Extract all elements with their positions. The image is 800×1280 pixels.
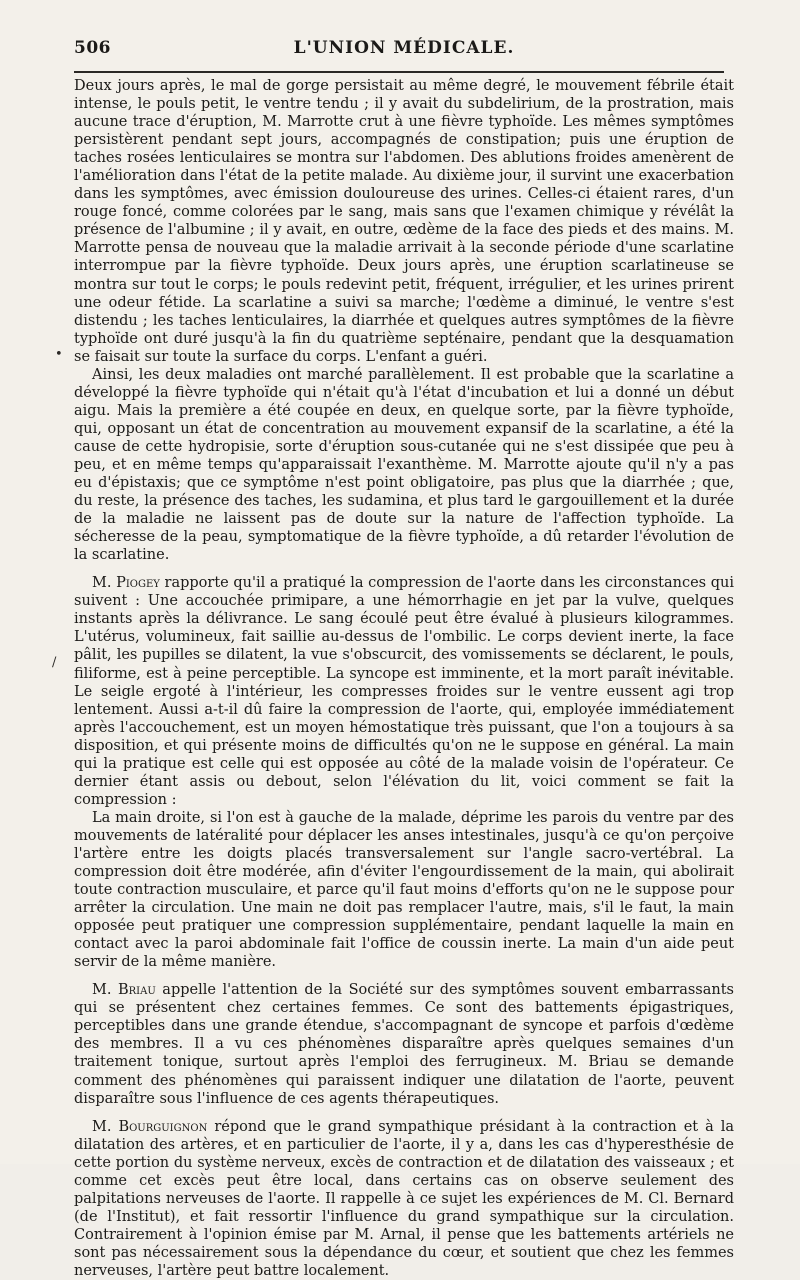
- margin-mark-dot: •: [55, 347, 63, 362]
- speaker-name: Piogey: [116, 575, 160, 592]
- paragraph-briau: [74, 981, 734, 1107]
- paragraph-text: Deux jours après, le mal de gorge persistait au même degré, le mouvement fébrile était intense, le pouls petit, le ventre tendu ; il y avait du subdelirium, de la prostration, mais aucune trace d'éruption, M. Marrotte crut à une fièvre typhoïde. Les mêmes symptômes persistèrent pendant sept jours, accompagnés de constipation; puis une éruption de taches rosées lenticulaires se montra sur l'abdomen. Des ablutions froides amenèrent de l'amélioration dans l'état de la petite malade. Au dixième jour, il survint une exacerbation dans les symptômes, avec émission douloureuse des urines. Celles-ci étaient rares, d'un rouge foncé, comme colorées par le sang, mais sans que l'examen chimique y révélât la présence de l'albumine ; il y avait, en outre, œdème de la face des pieds et des mains. M. Marrotte pensa de nouveau que la maladie arrivait à la seconde période d'une scarlatine interrompue par la fièvre typhoïde. Deux jours après, une éruption scarlatineuse se montra sur tout le corps; le pouls redevint petit, fréquent, irrégulier, et les urines prirent une odeur fétide. La scarlatine a suivi sa marche; l'œdème a diminué, le ventre s'est distendu ; les taches lenticulaires, la diarrhée et quelques autres symptômes de la fièvre typhoïde ont duré jusqu'à la fin du quatrième septénaire, pendant que la desquamation se faisait sur toute la surface du corps. L'enfant a guéri.: [74, 78, 734, 365]
- paragraph-text: Ainsi, les deux maladies ont marché parallèlement. Il est probable que la scarlatine a développé la fièvre typhoïde qui n'était qu'à l'état d'incubation et lui a donné un début aigu. Mais la première a été coupée en deux, en quelque sorte, par la fièvre typhoïde, qui, opposant un état de concentration au mouvement expansif de la scarlatine, a été la cause de cette hydropisie, sorte d'éruption sous-cutanée qui ne s'est dissipée que peu à peu, et en même temps qu'apparaissait l'exanthème. M. Marrotte ajoute qu'il n'y a pas eu d'épistaxis; que ce symptôme n'est point obligatoire, pas plus que la diarrhée ; que, du reste, la présence des taches, les sudamina, et plus tard le gargouillement et la durée de la maladie ne laissent pas de doute sur la nature de l'affection typhoïde. La sécheresse de la peau, symptomatique de la fièvre typhoïde, a dû retarder l'évolution de la scarlatine.: [74, 366, 734, 564]
- paragraph-conclusion: [74, 366, 734, 565]
- paragraph-bourguignon: [74, 1118, 734, 1280]
- paragraph-case-report: [74, 77, 734, 366]
- speaker-prefix: M.: [92, 575, 117, 592]
- page-header: [74, 38, 734, 64]
- page-number: 506: [74, 38, 111, 58]
- paragraph-text: rapporte qu'il a pratiqué la compression de l'aorte dans les circonstances qui suivent : Une accouchée primipare, a une hémorrhagie en jet par la vulve, quelques instants après la délivrance. Le sang écoulé peut être évalué à plusieurs kilogrammes. L'utérus, volumineux, fait saillie au-dessus de l'ombilic. Le corps devient inerte, la face pâlit, les pupilles se dilatent, la vue s'obscurcit, des vomissements se déclarent, le pouls, filiforme, est à peine perceptible. La syncope est imminente, et la mort paraît inévitable. Le seigle ergoté à l'intérieur, les compresses froides sur le ventre eussent agi trop lentement. Aussi a-t-il dû faire la compression de l'aorte, qui, employée immédiatement après l'accouchement, est un moyen hémostatique très puissant, que l'on a toujours à sa disposition, et qui présente moins de difficultés qu'on ne le suppose en général. La main qui la pratique est celle qui est opposée au côté de la malade voisin de l'opérateur. Ce dernier étant assis ou debout, selon l'élévation du lit, voici comment se fait la compression :: [74, 575, 734, 808]
- header-rule: [74, 71, 724, 73]
- speaker-prefix: M.: [92, 982, 118, 999]
- paragraph-text: répond que le grand sympathique présidant à la contraction et à la dilatation des artères, et en particulier de l'aorte, il y a, dans les cas d'hyperesthésie de cette portion du système nerveux, excès de contraction et de dilatation des vaisseaux ; et comme cet excès peut être local, dans certains cas on observe seulement des palpitations nerveuses de l'aorte. Il rappelle à ce sujet les expériences de M. Cl. Bernard (de l'Institut), et fait ressortir l'influence du grand sympathique sur la circulation. Contrairement à l'opinion émise par M. Arnal, il pense que les battements artériels ne sont pas nécessairement sous la dépendance du cœur, et soutient que chez les femmes nerveuses, l'artère peut battre localement.: [74, 1118, 734, 1279]
- paragraph-piogey: [74, 574, 734, 809]
- paragraph-text: appelle l'attention de la Société sur des symptômes souvent embarrassants qui se présentent chez certaines femmes. Ce sont des battements épigastriques, perceptibles dans une grande étendue, s'accompagnant de syncope et parfois d'œdème des membres. Il a vu ces phénomènes disparaître après quelques semaines d'un traitement tonique, surtout après l'emploi des ferrugineux. M. Briau se demande comment des phénomènes qui paraissent indiquer une dilatation de l'aorte, peuvent disparaître sous l'influence de ces agents thérapeutiques.: [74, 982, 734, 1107]
- paragraph-text: La main droite, si l'on est à gauche de la malade, déprime les parois du ventre par des mouvements de latéralité pour déplacer les anses intestinales, jusqu'à ce qu'on perçoive l'artère entre les doigts placés transversalement sur l'angle sacro-vertébral. La compression doit être modérée, afin d'éviter l'engourdissement de la main, qui abolirait toute contraction musculaire, et parce qu'il faut moins d'efforts qu'on ne le suppose pour arrêter la circulation. Une main ne doit pas remplacer l'autre, mais, s'il le faut, la main opposée peut pratiquer une compression supplémentaire, pendant laquelle la main en contact avec la paroi abdominale fait l'office de coussin inerte. La main d'un aide peut servir de la même manière.: [74, 809, 734, 971]
- speaker-name: Bourguignon: [118, 1118, 208, 1135]
- body-text: [74, 77, 734, 1279]
- speaker-name: Briau: [117, 982, 156, 999]
- margin-mark-slash: /: [52, 655, 57, 670]
- running-title: L'UNION MÉDICALE.: [293, 38, 515, 58]
- speaker-prefix: M.: [92, 1118, 119, 1135]
- paragraph-compression-method: [74, 809, 734, 971]
